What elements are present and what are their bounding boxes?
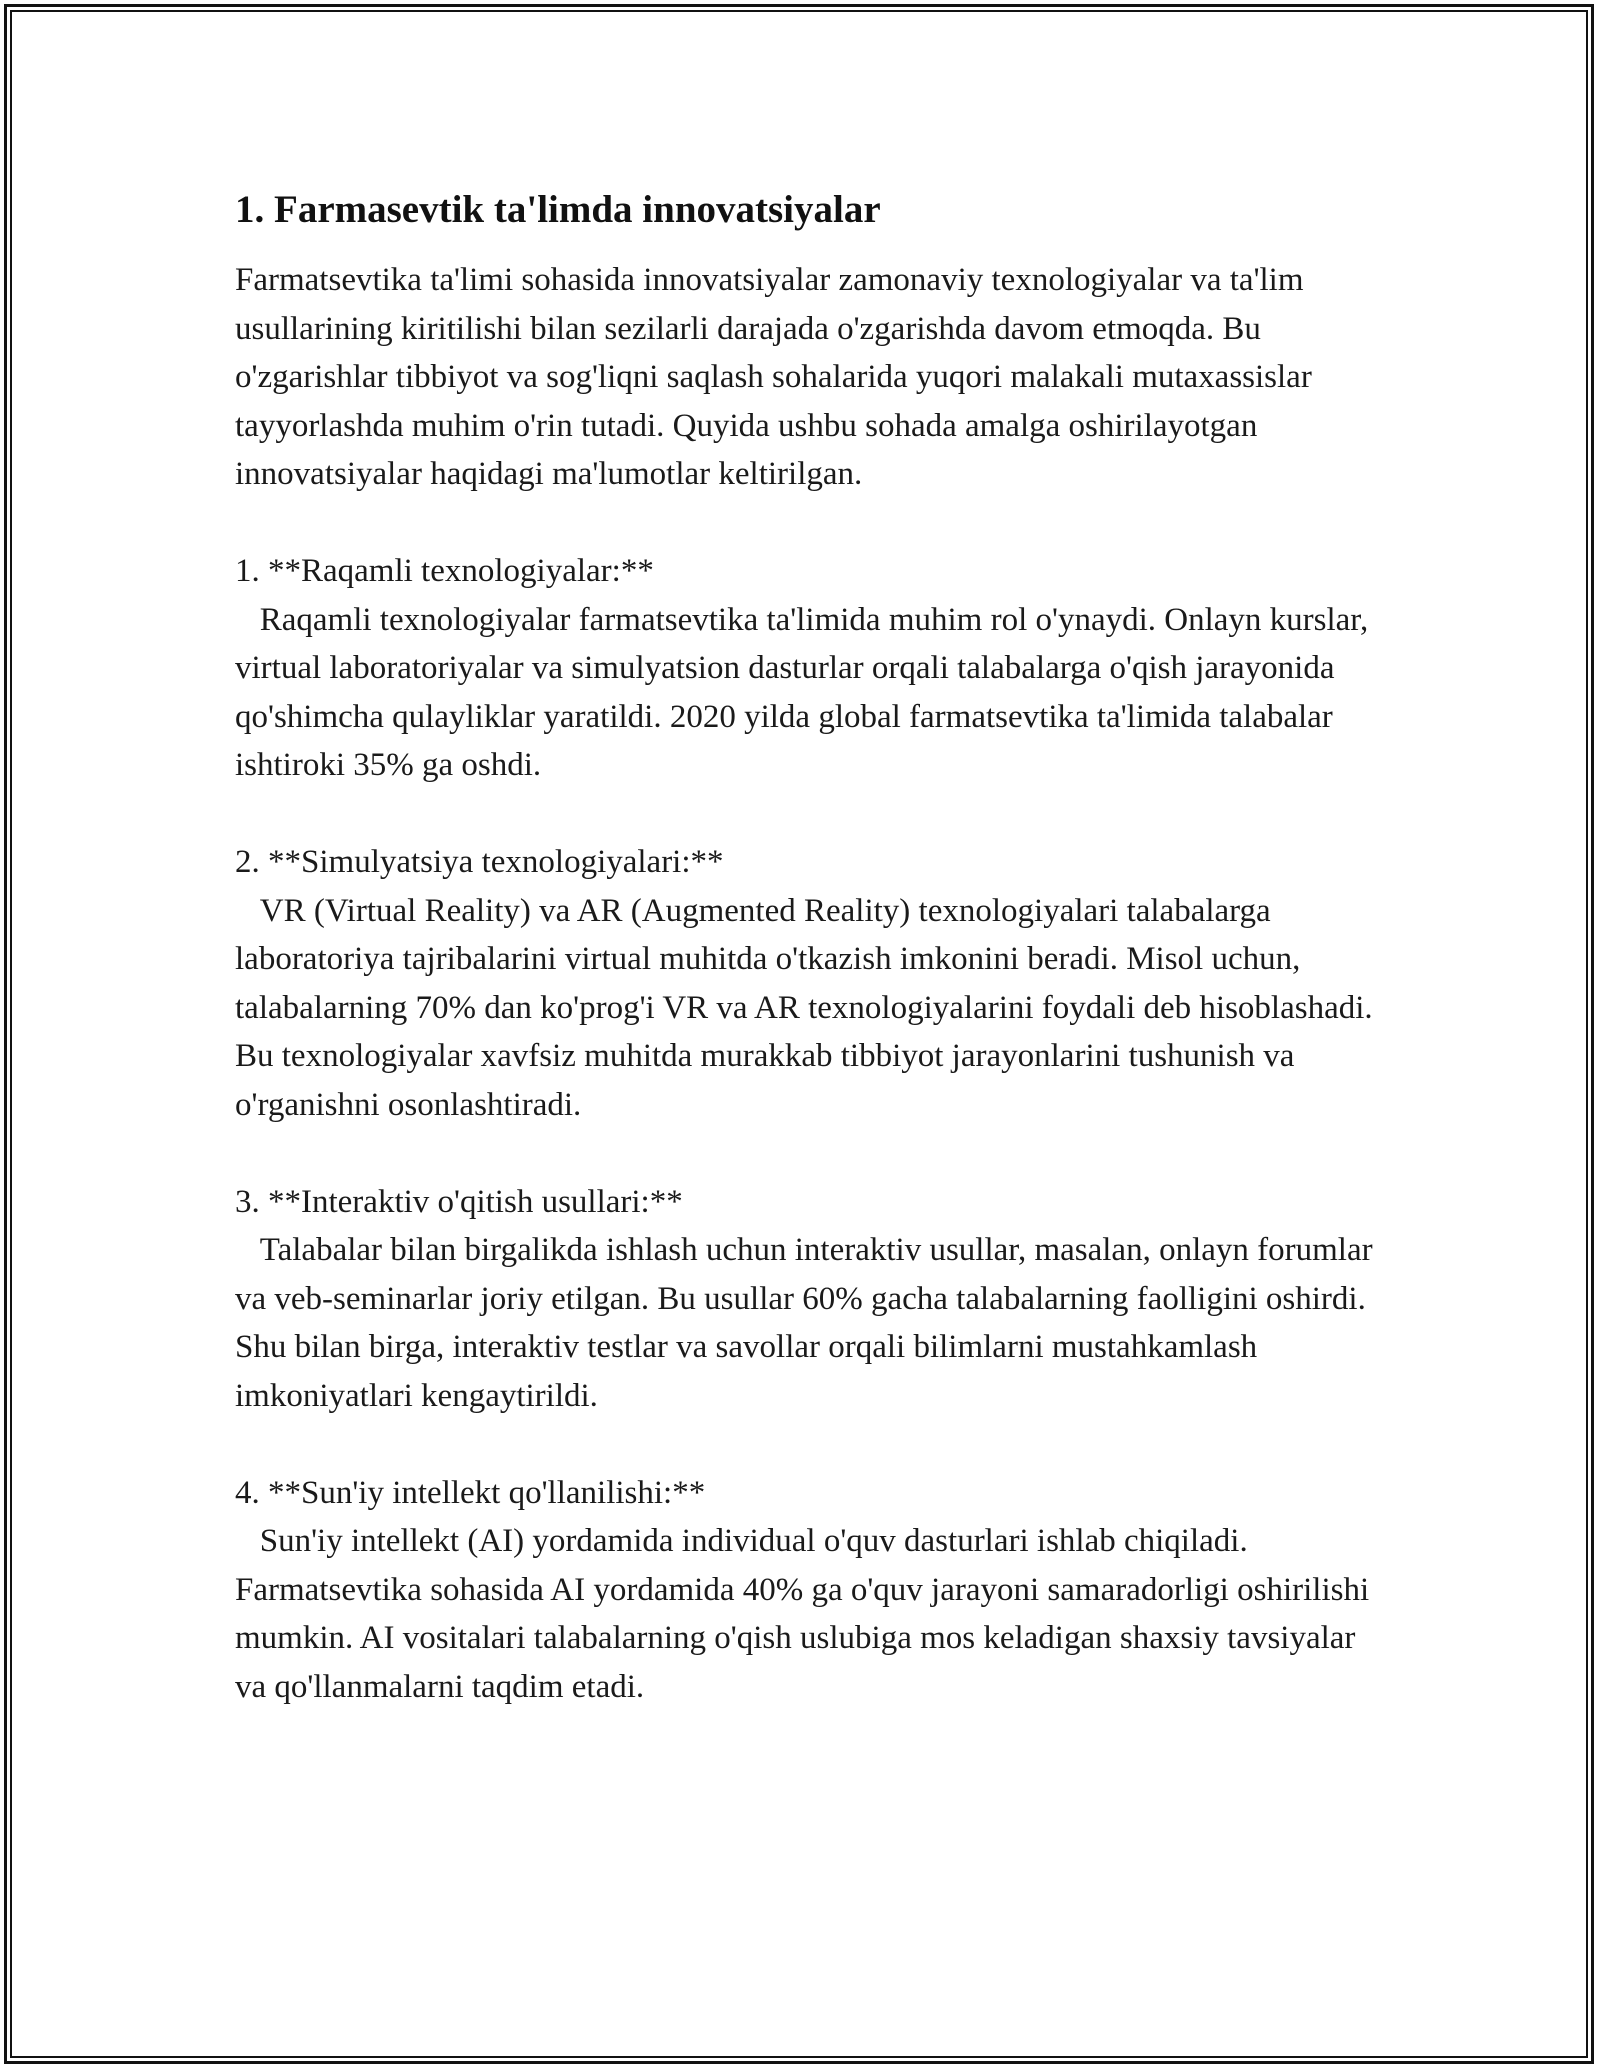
spacer — [235, 1420, 1375, 1469]
document-title: 1. Farmasevtik ta'limda innovatsiyalar — [235, 188, 881, 231]
spacer — [235, 790, 1375, 839]
list-item-heading: 3. **Interaktiv o'qitish usullari:** — [235, 1183, 683, 1220]
list-item-body: Talabalar bilan birgalikda ishlash uchun interaktiv usullar, masalan, onlayn forumlar va veb-seminarlar joriy etilgan. Bu usullar 60% gacha talabalarning faolligini oshirdi. Shu bilan birga, interaktiv testlar va savollar orqali bilimlarni mustahkamlash imkoniyatlari kengaytirildi. — [235, 1232, 1381, 1414]
list-item-heading: 1. **Raqamli texnologiyalar:** — [235, 553, 654, 589]
intro-paragraph: Farmatsevtika ta'limi sohasida innovatsiyalar zamonaviy texnologiyalar va ta'lim usullarining kiritilishi bilan sezilarli darajada o'zgarishda davom etmoqda. Bu o'zgarishlar tibbiyot va sog'liqni saqlash sohalarida yuqori malakali mutaxassislar tayyorlashda muhim o'rin tutadi. Quyida ushbu sohada amalga oshirilayotgan innovatsiyalar haqidagi ma'lumotlar keltirilgan. — [235, 262, 1321, 492]
document-body — [235, 186, 1381, 1711]
list-item-body: Sun'iy intellekt (AI) yordamida individual o'quv dasturlari ishlab chiqiladi. Farmatsevtika sohasida AI yordamida 40% ga o'quv jarayoni samaradorligi oshirilishi mumkin. AI vositalari talabalarning o'qish uslubiga mos keladigan shaxsiy tavsiyalar va qo'llanmalarni taqdim etadi. — [235, 1523, 1378, 1705]
spacer — [235, 1129, 1375, 1178]
list-item-body: Raqamli texnologiyalar farmatsevtika ta'limida muhim rol o'ynaydi. Onlayn kurslar, virtual laboratoriyalar va simulyatsion dasturlar orqali talabalarga o'qish jarayonida qo'shimcha qulayliklar yaratildi. 2020 yilda global farmatsevtika ta'limida talabalar ishtiroki 35% ga oshdi. — [235, 601, 1377, 783]
spacer — [235, 499, 1375, 548]
list-item-heading: 2. **Simulyatsiya texnologiyalari:** — [235, 844, 724, 880]
list-item-heading: 4. **Sun'iy intellekt qo'llanilishi:** — [235, 1474, 706, 1511]
list-item — [235, 1469, 1378, 1712]
list-item — [235, 547, 1375, 790]
list-item — [235, 838, 1381, 1129]
list-item — [235, 1178, 1381, 1421]
list-item-body: VR (Virtual Reality) va AR (Augmented Reality) texnologiyalari talabalarga laboratoriya tajribalarini virtual muhitda o'tkazish imkonini beradi. Misol uchun, talabalarning 70% dan ko'prog'i VR va AR texnologiyalarini foydali deb hisoblashadi. Bu texnologiyalar xavfsiz muhitda murakkab tibbiyot jarayonlarini tushunish va o'rganishni osonlashtiradi. — [235, 892, 1381, 1123]
